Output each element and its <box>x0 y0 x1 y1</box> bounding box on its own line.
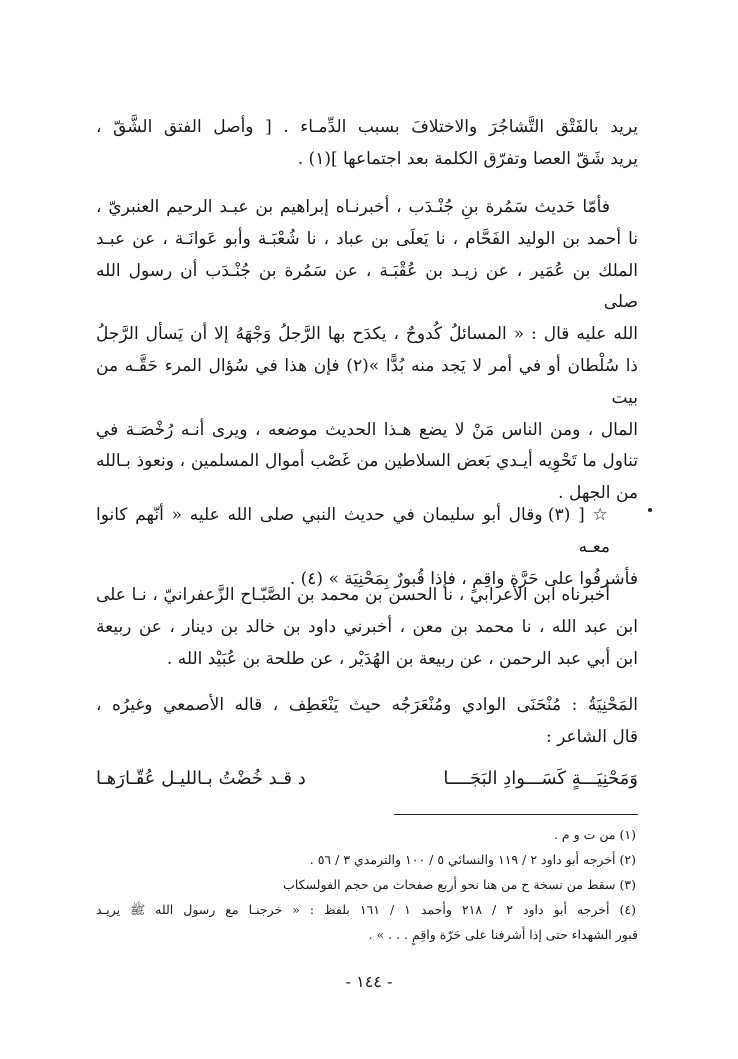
page-number: - ١٤٤ - <box>345 972 393 991</box>
text-line: أخبرناه ابن الأعرابي ، نا الحسن بن محمد بن الصَّبّـاح الزَّعفرانيّ ، نـا على <box>96 585 610 605</box>
paragraph-isnad <box>96 580 638 675</box>
footnotes <box>96 822 638 947</box>
text-line: فأشرفُوا على حَرَّة واقِمٍ ، فإذا قُبورٌ بِمَحْنِيَة » (٤) . <box>289 568 638 589</box>
text-line: ☆ [ (٣) وقال أبو سليمان في حديث النبي صلى الله عليه « أنّهم كانوا معـه <box>96 505 611 557</box>
text-line: من الجهل . <box>558 483 638 504</box>
text-line: فأمّا حَديث سَمُرة بنِ جُنْـدَب ، أخبرنـاه إبراهيم بن عبـد الرحيم العنبريّ ، <box>96 197 610 217</box>
text-line: المال ، ومن الناس مَنْ لا يضع هـذا الحديث موضعه ، ويرى أنـه رُخْصَـة في <box>96 419 638 440</box>
text-line: نا أحمد بن الوليد الفَحَّام ، نا يَعلَى بن عباد ، نا شُعْبَـة وأبو عَوانَـة ، عن عبـد <box>96 228 638 249</box>
text-line: ذا سُلْطان أو في أمر لا يَجد منه بُدًّا »(٢) فإن هذا في سُؤال المرء حَقَّـه من بيت <box>96 355 638 408</box>
text-line: قال الشاعر : <box>546 726 638 747</box>
footnote-continuation: قبور الشهداء حتى إذا أشرفنا على حَرّة واقِمٍ . . . » . <box>368 927 638 942</box>
text-line: يريد شَقّ العصا وتفرّق الكلمة بعد اجتماعها ](١) . <box>297 148 638 169</box>
paragraph-fatq <box>96 112 638 176</box>
text-line: تناول ما تَحْوِيه أيـدي بَعض السلاطين من غَصْب أموال المسلمين ، ونعوذ بـالله <box>96 451 638 472</box>
text-line: الملك بن عُمَير ، عن زيـد بن عُقْبَـة ، عن سَمُرة بن جُنْـدَب أن رسول الله صلى <box>96 260 638 313</box>
footnote: (٤) أخرجه أبو داود ٢ / ٢١٨ وأحمد ١ / ١٦١ بلفظ : « خرجنـا مع رسول الله ﷺ يريـد <box>96 902 636 917</box>
footnote: (٣) سقط من نسخة ح من هنا نحو أربع صفحات من حجم الفولسكاب <box>283 877 636 892</box>
text-line: الله عليه قال : « المسائلُ كُدوحٌ ، يكدَح بها الرَّجلُ وَجْهَهُ إلا أن يَسأل الرَّجلُ <box>96 324 638 345</box>
poem-verse <box>96 768 638 800</box>
poem-hemistich-left: د قـد خُضْتُ بـالليـل عُقّـارَهـا <box>96 768 306 789</box>
text-line: المَحْنِيَةُ : مُنْحَنَى الوادي ومُنْعَرَجُه حيث يَنْعَطِف ، قاله الأصمعي وغيرُه ، <box>96 695 638 715</box>
footnote: (٢) أخرجه أبو داود ٢ / ١١٩ والنسائي ٥ / ١٠٠ والترمذي ٣ / ٥٦ . <box>309 852 636 867</box>
text-line: ابن عبد الله ، نا محمد بن معن ، أخبرني داود بن خالد بن دينار ، عن ربيعة <box>96 616 638 637</box>
margin-dot <box>648 508 652 512</box>
poem-hemistich-right: وَمَحْنِيَـــةٍ كَسَـــوادِ البَجَــــا <box>443 768 638 789</box>
footnote-separator <box>394 814 638 815</box>
text-line: ابن أبي عبد الرحمن ، عن ربيعة بن الهُدَيْر ، عن طلحة بن عُبَيْد الله . <box>166 648 638 669</box>
footnote: (١) من ت و م . <box>553 827 636 842</box>
paragraph-mahniya-definition <box>96 690 638 754</box>
paragraph-samura-hadith <box>96 192 638 510</box>
text-line: يريد بالفَتْق التَّشاجُرَ والاختلافَ بسبب الدِّمـاء . [ وأصل الفتق الشَّقّ ، <box>96 117 638 137</box>
